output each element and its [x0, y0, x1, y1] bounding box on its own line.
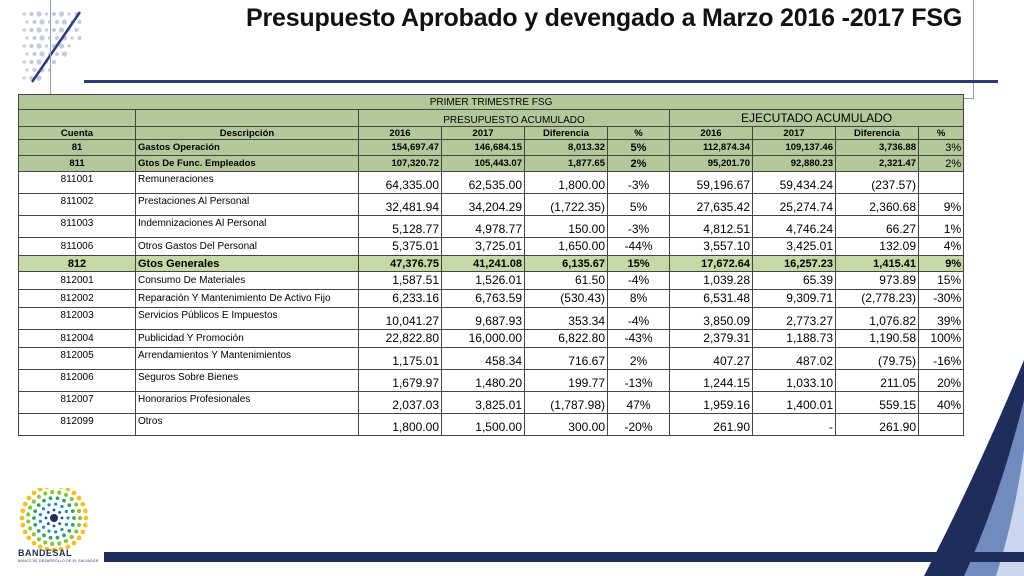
table-cell-epct: 9%	[919, 256, 964, 272]
table-cell-p2016: 1,800.00	[359, 414, 442, 436]
table-cell-e2017: 25,274.74	[753, 194, 836, 216]
table-cell-p2017: 146,684.15	[442, 140, 525, 156]
table-row	[19, 194, 964, 216]
table-cell-p2017: 3,725.01	[442, 238, 525, 256]
band-title-row	[19, 95, 964, 110]
table-cell-e2016: 261.90	[670, 414, 753, 436]
table-cell-p2016: 6,233.16	[359, 290, 442, 308]
table-cell-desc: Otros Gastos Del Personal	[136, 238, 359, 256]
table-cell-e2017: 487.02	[753, 348, 836, 370]
col-header: Diferencia	[525, 127, 608, 140]
table-cell-pdif: 8,013.32	[525, 140, 608, 156]
table-cell-ppct: -13%	[608, 370, 670, 392]
group-header-row	[19, 110, 964, 127]
table-cell-epct: 20%	[919, 370, 964, 392]
table-cell-epct: 1%	[919, 216, 964, 238]
page-title: Presupuesto Aprobado y devengado a Marzo 2016 -2017 FSG	[246, 4, 963, 32]
table-cell-e2016: 1,244.15	[670, 370, 753, 392]
table-cell-p2017: 458.34	[442, 348, 525, 370]
table-cell-p2016: 32,481.94	[359, 194, 442, 216]
group-empty-cuenta	[19, 110, 136, 127]
table-cell-cuenta: 812099	[19, 414, 136, 436]
table-cell-e2017: 65.39	[753, 272, 836, 290]
table-cell-epct: 3%	[919, 140, 964, 156]
table-cell-edif: (237.57)	[836, 172, 919, 194]
table-cell-desc: Gtos Generales	[136, 256, 359, 272]
table-cell-p2017: 41,241.08	[442, 256, 525, 272]
col-header: 2017	[442, 127, 525, 140]
table-cell-edif: 1,076.82	[836, 308, 919, 330]
table-cell-edif: 1,415.41	[836, 256, 919, 272]
table-cell-ppct: 5%	[608, 194, 670, 216]
table-cell-p2017: 1,480.20	[442, 370, 525, 392]
col-header: Cuenta	[19, 127, 136, 140]
table-cell-e2016: 27,635.42	[670, 194, 753, 216]
table-cell-epct: 39%	[919, 308, 964, 330]
table-cell-desc: Reparación Y Mantenimiento De Activo Fijo	[136, 290, 359, 308]
table-cell-p2016: 5,128.77	[359, 216, 442, 238]
table-cell-desc: Consumo De Materiales	[136, 272, 359, 290]
table-cell-pdif: 300.00	[525, 414, 608, 436]
table-row	[19, 140, 964, 156]
table-cell-e2017: 92,880.23	[753, 156, 836, 172]
col-header: %	[919, 127, 964, 140]
bottom-bar	[104, 552, 1024, 562]
table-cell-ppct: 8%	[608, 290, 670, 308]
budget-table-container	[18, 94, 963, 436]
table-cell-cuenta: 812001	[19, 272, 136, 290]
table-cell-ppct: 15%	[608, 256, 670, 272]
table-cell-cuenta: 812005	[19, 348, 136, 370]
table-cell-e2017: 4,746.24	[753, 216, 836, 238]
table-cell-e2017: 1,033.10	[753, 370, 836, 392]
table-cell-edif: 66.27	[836, 216, 919, 238]
table-cell-p2016: 154,697.47	[359, 140, 442, 156]
col-header: 2017	[753, 127, 836, 140]
table-row	[19, 392, 964, 414]
table-cell-pdif: 6,822.80	[525, 330, 608, 348]
table-cell-edif: 211.05	[836, 370, 919, 392]
column-header-row	[19, 127, 964, 140]
table-cell-e2016: 3,557.10	[670, 238, 753, 256]
table-cell-cuenta: 812003	[19, 308, 136, 330]
table-cell-desc: Honorarios Profesionales	[136, 392, 359, 414]
table-cell-e2017: 9,309.71	[753, 290, 836, 308]
table-cell-desc: Remuneraciones	[136, 172, 359, 194]
table-row	[19, 216, 964, 238]
col-header: Descripción	[136, 127, 359, 140]
table-cell-desc: Indemnizaciones Al Personal	[136, 216, 359, 238]
title-underline	[84, 80, 998, 83]
col-header: 2016	[359, 127, 442, 140]
table-cell-e2016: 95,201.70	[670, 156, 753, 172]
table-cell-p2017: 4,978.77	[442, 216, 525, 238]
table-cell-edif: 1,190.58	[836, 330, 919, 348]
table-cell-cuenta: 812002	[19, 290, 136, 308]
table-cell-edif: (79.75)	[836, 348, 919, 370]
table-row	[19, 238, 964, 256]
table-row	[19, 308, 964, 330]
table-cell-cuenta: 811001	[19, 172, 136, 194]
table-cell-edif: 973.89	[836, 272, 919, 290]
table-row	[19, 272, 964, 290]
table-cell-cuenta: 812006	[19, 370, 136, 392]
table-cell-ppct: 2%	[608, 156, 670, 172]
table-cell-cuenta: 812	[19, 256, 136, 272]
table-cell-ppct: -44%	[608, 238, 670, 256]
table-cell-e2016: 4,812.51	[670, 216, 753, 238]
table-cell-p2016: 22,822.80	[359, 330, 442, 348]
table-row	[19, 370, 964, 392]
table-cell-edif: 132.09	[836, 238, 919, 256]
table-cell-e2017: 3,425.01	[753, 238, 836, 256]
col-header: 2016	[670, 127, 753, 140]
table-cell-pdif: 1,877.65	[525, 156, 608, 172]
table-cell-cuenta: 81	[19, 140, 136, 156]
group-empty-desc	[136, 110, 359, 127]
table-cell-cuenta: 812004	[19, 330, 136, 348]
table-cell-epct: 100%	[919, 330, 964, 348]
table-cell-cuenta: 811	[19, 156, 136, 172]
table-cell-ppct: -20%	[608, 414, 670, 436]
table-cell-p2017: 16,000.00	[442, 330, 525, 348]
table-cell-desc: Publicidad Y Promoción	[136, 330, 359, 348]
table-cell-desc: Arrendamientos Y Mantenimientos	[136, 348, 359, 370]
table-cell-pdif: 199.77	[525, 370, 608, 392]
table-cell-p2017: 1,526.01	[442, 272, 525, 290]
table-cell-e2016: 407.27	[670, 348, 753, 370]
budget-table	[18, 94, 964, 436]
group-presupuesto: PRESUPUESTO ACUMULADO	[359, 110, 670, 127]
table-cell-edif: 261.90	[836, 414, 919, 436]
table-cell-p2017: 9,687.93	[442, 308, 525, 330]
table-cell-e2016: 1,959.16	[670, 392, 753, 414]
table-cell-pdif: 150.00	[525, 216, 608, 238]
col-header: Diferencia	[836, 127, 919, 140]
table-cell-ppct: -4%	[608, 272, 670, 290]
table-cell-e2017: 1,400.01	[753, 392, 836, 414]
table-cell-ppct: -4%	[608, 308, 670, 330]
table-cell-e2017: 2,773.27	[753, 308, 836, 330]
table-cell-epct: -16%	[919, 348, 964, 370]
table-cell-e2016: 6,531.48	[670, 290, 753, 308]
table-cell-p2017: 105,443.07	[442, 156, 525, 172]
table-cell-e2017: 16,257.23	[753, 256, 836, 272]
table-cell-e2017: 109,137.46	[753, 140, 836, 156]
table-cell-pdif: (1,722.35)	[525, 194, 608, 216]
table-cell-pdif: 1,800.00	[525, 172, 608, 194]
table-cell-desc: Servicios Públicos E Impuestos	[136, 308, 359, 330]
table-cell-e2016: 17,672.64	[670, 256, 753, 272]
table-cell-p2016: 5,375.01	[359, 238, 442, 256]
table-cell-ppct: -3%	[608, 172, 670, 194]
table-cell-epct	[919, 172, 964, 194]
group-ejecutado: EJECUTADO ACUMULADO	[670, 110, 964, 127]
table-cell-p2016: 2,037.03	[359, 392, 442, 414]
table-cell-e2016: 59,196.67	[670, 172, 753, 194]
table-cell-p2017: 1,500.00	[442, 414, 525, 436]
table-cell-edif: 3,736.88	[836, 140, 919, 156]
table-cell-p2017: 6,763.59	[442, 290, 525, 308]
table-cell-e2016: 1,039.28	[670, 272, 753, 290]
table-cell-desc: Gastos Operación	[136, 140, 359, 156]
table-cell-p2017: 62,535.00	[442, 172, 525, 194]
table-cell-cuenta: 812007	[19, 392, 136, 414]
table-row	[19, 348, 964, 370]
table-cell-p2017: 3,825.01	[442, 392, 525, 414]
table-cell-p2016: 1,587.51	[359, 272, 442, 290]
table-cell-edif: (2,778.23)	[836, 290, 919, 308]
table-cell-desc: Prestaciones Al Personal	[136, 194, 359, 216]
col-header: %	[608, 127, 670, 140]
table-cell-ppct: 47%	[608, 392, 670, 414]
table-cell-epct: 15%	[919, 272, 964, 290]
table-row	[19, 290, 964, 308]
table-row	[19, 414, 964, 436]
table-cell-pdif: 1,650.00	[525, 238, 608, 256]
table-cell-p2016: 1,679.97	[359, 370, 442, 392]
wave-decoration	[904, 360, 1024, 576]
table-cell-e2017: 59,434.24	[753, 172, 836, 194]
table-cell-cuenta: 811006	[19, 238, 136, 256]
table-cell-cuenta: 811003	[19, 216, 136, 238]
table-cell-desc: Seguros Sobre Bienes	[136, 370, 359, 392]
table-cell-edif: 2,360.68	[836, 194, 919, 216]
bandesal-subtitle: BANCO DE DESARROLLO DE EL SALVADOR	[18, 559, 99, 563]
table-cell-pdif: 353.34	[525, 308, 608, 330]
table-cell-epct: 4%	[919, 238, 964, 256]
table-row	[19, 172, 964, 194]
table-cell-p2016: 10,041.27	[359, 308, 442, 330]
table-cell-p2016: 47,376.75	[359, 256, 442, 272]
band-title: PRIMER TRIMESTRE FSG	[19, 95, 964, 110]
table-cell-edif: 559.15	[836, 392, 919, 414]
table-cell-desc: Gtos De Func. Empleados	[136, 156, 359, 172]
table-cell-epct: 40%	[919, 392, 964, 414]
table-cell-e2016: 112,874.34	[670, 140, 753, 156]
bandesal-name: BANDESAL	[18, 548, 73, 558]
table-cell-cuenta: 811002	[19, 194, 136, 216]
table-cell-pdif: (530.43)	[525, 290, 608, 308]
table-cell-ppct: -43%	[608, 330, 670, 348]
table-cell-pdif: 716.67	[525, 348, 608, 370]
table-cell-p2016: 1,175.01	[359, 348, 442, 370]
table-row	[19, 156, 964, 172]
table-cell-e2016: 2,379.31	[670, 330, 753, 348]
table-cell-p2017: 34,204.29	[442, 194, 525, 216]
table-cell-ppct: -3%	[608, 216, 670, 238]
table-cell-epct: 2%	[919, 156, 964, 172]
table-cell-edif: 2,321.47	[836, 156, 919, 172]
table-cell-pdif: 61.50	[525, 272, 608, 290]
table-cell-epct: -30%	[919, 290, 964, 308]
table-cell-e2017: -	[753, 414, 836, 436]
table-row	[19, 330, 964, 348]
table-cell-pdif: 6,135.67	[525, 256, 608, 272]
table-cell-e2016: 3,850.09	[670, 308, 753, 330]
table-row	[19, 256, 964, 272]
table-cell-ppct: 2%	[608, 348, 670, 370]
table-cell-e2017: 1,188.73	[753, 330, 836, 348]
table-cell-desc: Otros	[136, 414, 359, 436]
table-cell-p2016: 107,320.72	[359, 156, 442, 172]
table-cell-pdif: (1,787.98)	[525, 392, 608, 414]
table-cell-epct: 9%	[919, 194, 964, 216]
table-cell-ppct: 5%	[608, 140, 670, 156]
table-cell-p2016: 64,335.00	[359, 172, 442, 194]
